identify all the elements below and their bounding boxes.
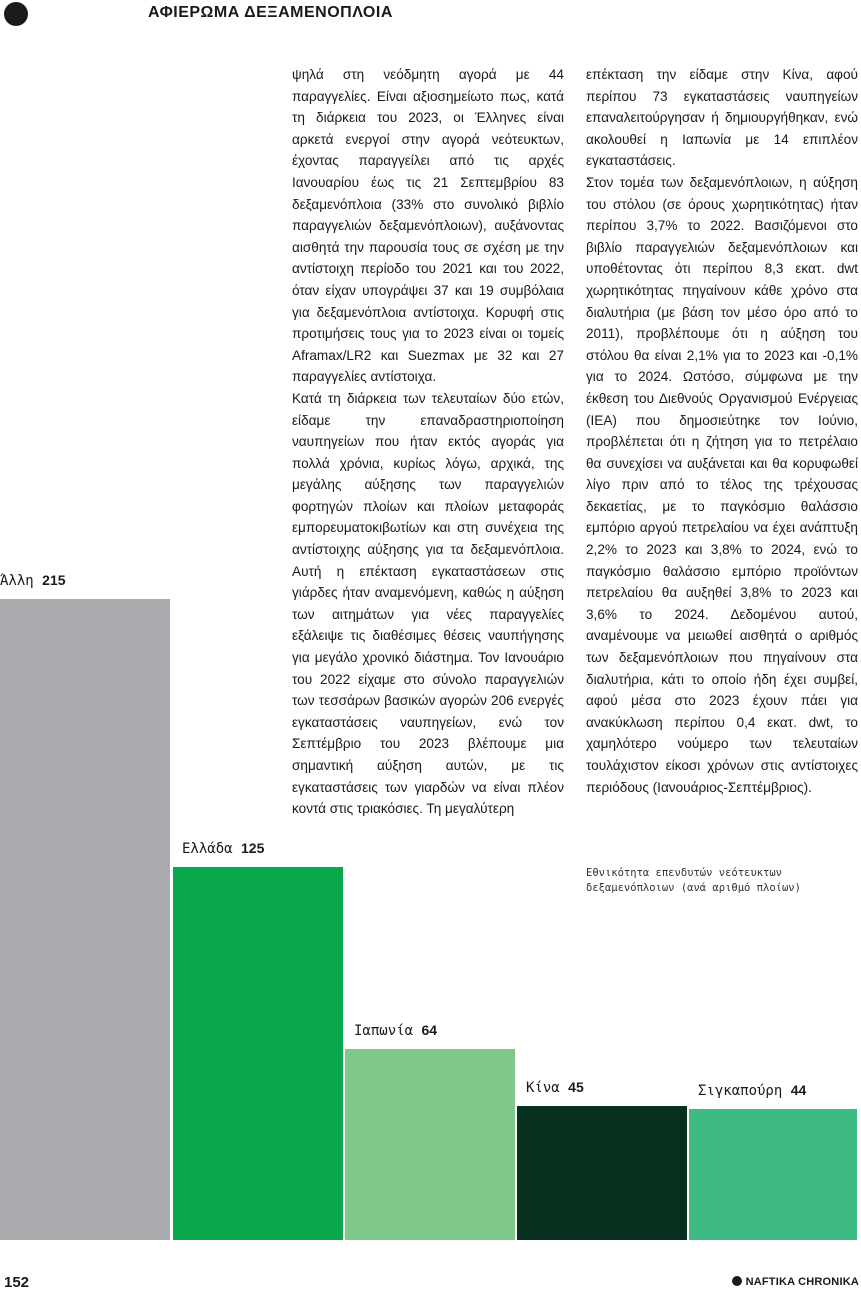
bar-category-label: Ιαπωνία [354,1023,422,1040]
bar-label [354,1022,437,1039]
brand-footer [732,1276,859,1288]
page-number: 152 [4,1274,30,1291]
bar-category-label: Άλλη [0,573,43,589]
bar-category-label: Σιγκαπούρη [698,1082,791,1099]
chart-bar [689,1109,857,1240]
chart-title-line: δεξαμενόπλοιων (ανά αριθμό πλοίων) [586,882,801,894]
brand-name: NAFTIKA CHRONIKA [745,1276,859,1288]
bar-value-label: 125 [241,840,265,857]
chart-bar [345,1049,515,1240]
section-title: ΑΦΙΕΡΩΜΑ ΔΕΞΑΜΕΝΟΠΛΟΙΑ [148,4,393,21]
chart-bar [0,599,170,1240]
bar-value-label: 215 [42,572,66,588]
bar-label [0,572,66,589]
chart-bar [173,867,343,1240]
bar-label [698,1082,806,1099]
chart-caption [586,866,856,896]
brand-logo-icon [732,1276,742,1286]
bar-value-label: 64 [421,1022,438,1039]
bar-category-label: Ελλάδα [182,841,242,858]
chart-title-line: Εθνικότητα επενδυτών νεότευκτων [586,867,782,879]
bar-label [526,1079,584,1096]
bar-category-label: Κίνα [526,1079,569,1096]
paragraph: Στον τομέα των δεξαμενόπλοιων, η αύξηση του στόλου (σε όρους χωρητικότητας) ήταν περίπου 3,7% το 2022. Βασιζόμενοι στο βιβλίο παραγγελιών δεξαμενόπλοιων και υποθέτοντας ότι περίπου 8,3 εκατ. dwt χωρητικότητας πηγαίνουν κάθε χρόνο στα διαλυτήρια (με βάση τον μέσο όρο από το 2011), προβλέπουμε ότι η αύξηση του στόλου θα είναι 2,1% για το 2023 και -0,1% για το 2024. Ωστόσο, σύμφωνα με την έκθεση του Διεθνούς Οργανισμού Ενέργειας (ΙΕΑ) που δημοσιεύτηκε τον Ιούνιο, προβλέπεται ότι η ζήτηση για το πετρέλαιο θα συνεχίσει να αυξάνεται και θα κορυφωθεί λίγο πριν από το τέλος της τρέχουσας δεκαετίας, με το παγκόσμιο θαλάσσιο εμπόριο αργού πετρελαίου να έχει ανάπτυξη 2,2% το 2023 και 3,8% το 2024, ενώ το παγκόσμιο θαλάσσιο εμπόριο προϊόντων πετρελαίου θα αυξηθεί 3,8% το 2023 και 3,6% το 2024. Δεδομένου αυτού, αναμένουμε να μειωθεί αισθητά ο αριθμός των δεξαμενόπλοιων που πηγαίνουν στα διαλυτήρια, κάτι το οποίο ήδη έχει συμβεί, αφού μέσα στο 2023 έχουν πάει για ανακύκλωση περίπου 0,4 εκατ. dwt, το χαμηλότερο νούμερο των τελευταίων τουλάχιστον είκοσι χρόνων στις αντίστοιχες περιόδους (Ιανουάριος-Σεπτέμβριος). [586,174,858,795]
article-column-1 [292,64,564,820]
paragraph: επέκταση την είδαμε στην Κίνα, αφού περίπου 73 εγκαταστάσεις ναυπηγείων επαναλειτούργησαν ή δημιουργήθηκαν, ενώ ακολουθεί η Ιαπωνία με 14 επιπλέον εγκαταστάσεις. [586,67,858,169]
bar-label [182,840,264,857]
bar-value-label: 44 [790,1081,807,1098]
paragraph: Κατά τη διάρκεια των τελευταίων δύο ετών, είδαμε την επαναδραστηριοποίηση ναυπηγείων που ήταν εκτός αγοράς για πολλά χρόνια, κυρίως λόγω, αρχικά, της μεγάλης αύξησης των παραγγελιών φορτηγών πλοίων και πλοίων μεταφοράς εμπορευματοκιβωτίων και στη συνέχεια της αντίστοιχης αύξησης για τα δεξαμενόπλοια. Αυτή η επέκταση εγκαταστάσεων στις γιάρδες ήταν αναμενόμενη, καθώς η αύξηση των αιτημάτων για νέες παραγγελίες εξάλειψε τις διαθέσιμες θέσεις ναυπήγησης για μεγάλο χρονικό διάστημα. Τον Ιανουάριο του 2022 είχαμε στο σύνολο παραγγελιών των τεσσάρων βασικών αγορών 206 ενεργές εγκαταστάσεις ναυπηγείων, ενώ τον Σεπτέμβριο του 2023 βλέπουμε μια σημαντική αύξηση αυτών, με τις εγκαταστάσεις των γιαρδών να είναι πλέον κοντά στις τριακόσιες. Τη μεγαλύτερη [292,390,564,817]
paragraph: ψηλά στη νεόδμητη αγορά με 44 παραγγελίες. Είναι αξιοσημείωτο πως, κατά τη διάρκεια του 2023, οι Έλληνες είναι αρκετά ενεργοί στην αγορά νεότευκτων, έχοντας παραγγείλει από τις αρχές Ιανουαρίου έως τις 21 Σεπτεμβρίου 83 δεξαμενόπλοια (33% στο συνολικό βιβλίο παραγγελιών δεξαμενόπλοιων), αυξάνοντας αισθητά την παρουσία τους σε σχέση με την αντίστοιχη περίοδο του 2021 και του 2022, όταν είχαν υπογράψει 37 και 19 συμβόλαια για δεξαμενόπλοια αντίστοιχα. Κορυφή στις προτιμήσεις τους για το 2023 είναι οι τομείς Aframax/LR2 και Suezmax με 32 και 27 παραγγελίες αντίστοιχα. [292,67,564,385]
magazine-logo-icon [4,2,28,26]
chart-bar [517,1106,687,1240]
bar-value-label: 45 [568,1078,584,1095]
article-column-2 [586,64,858,798]
